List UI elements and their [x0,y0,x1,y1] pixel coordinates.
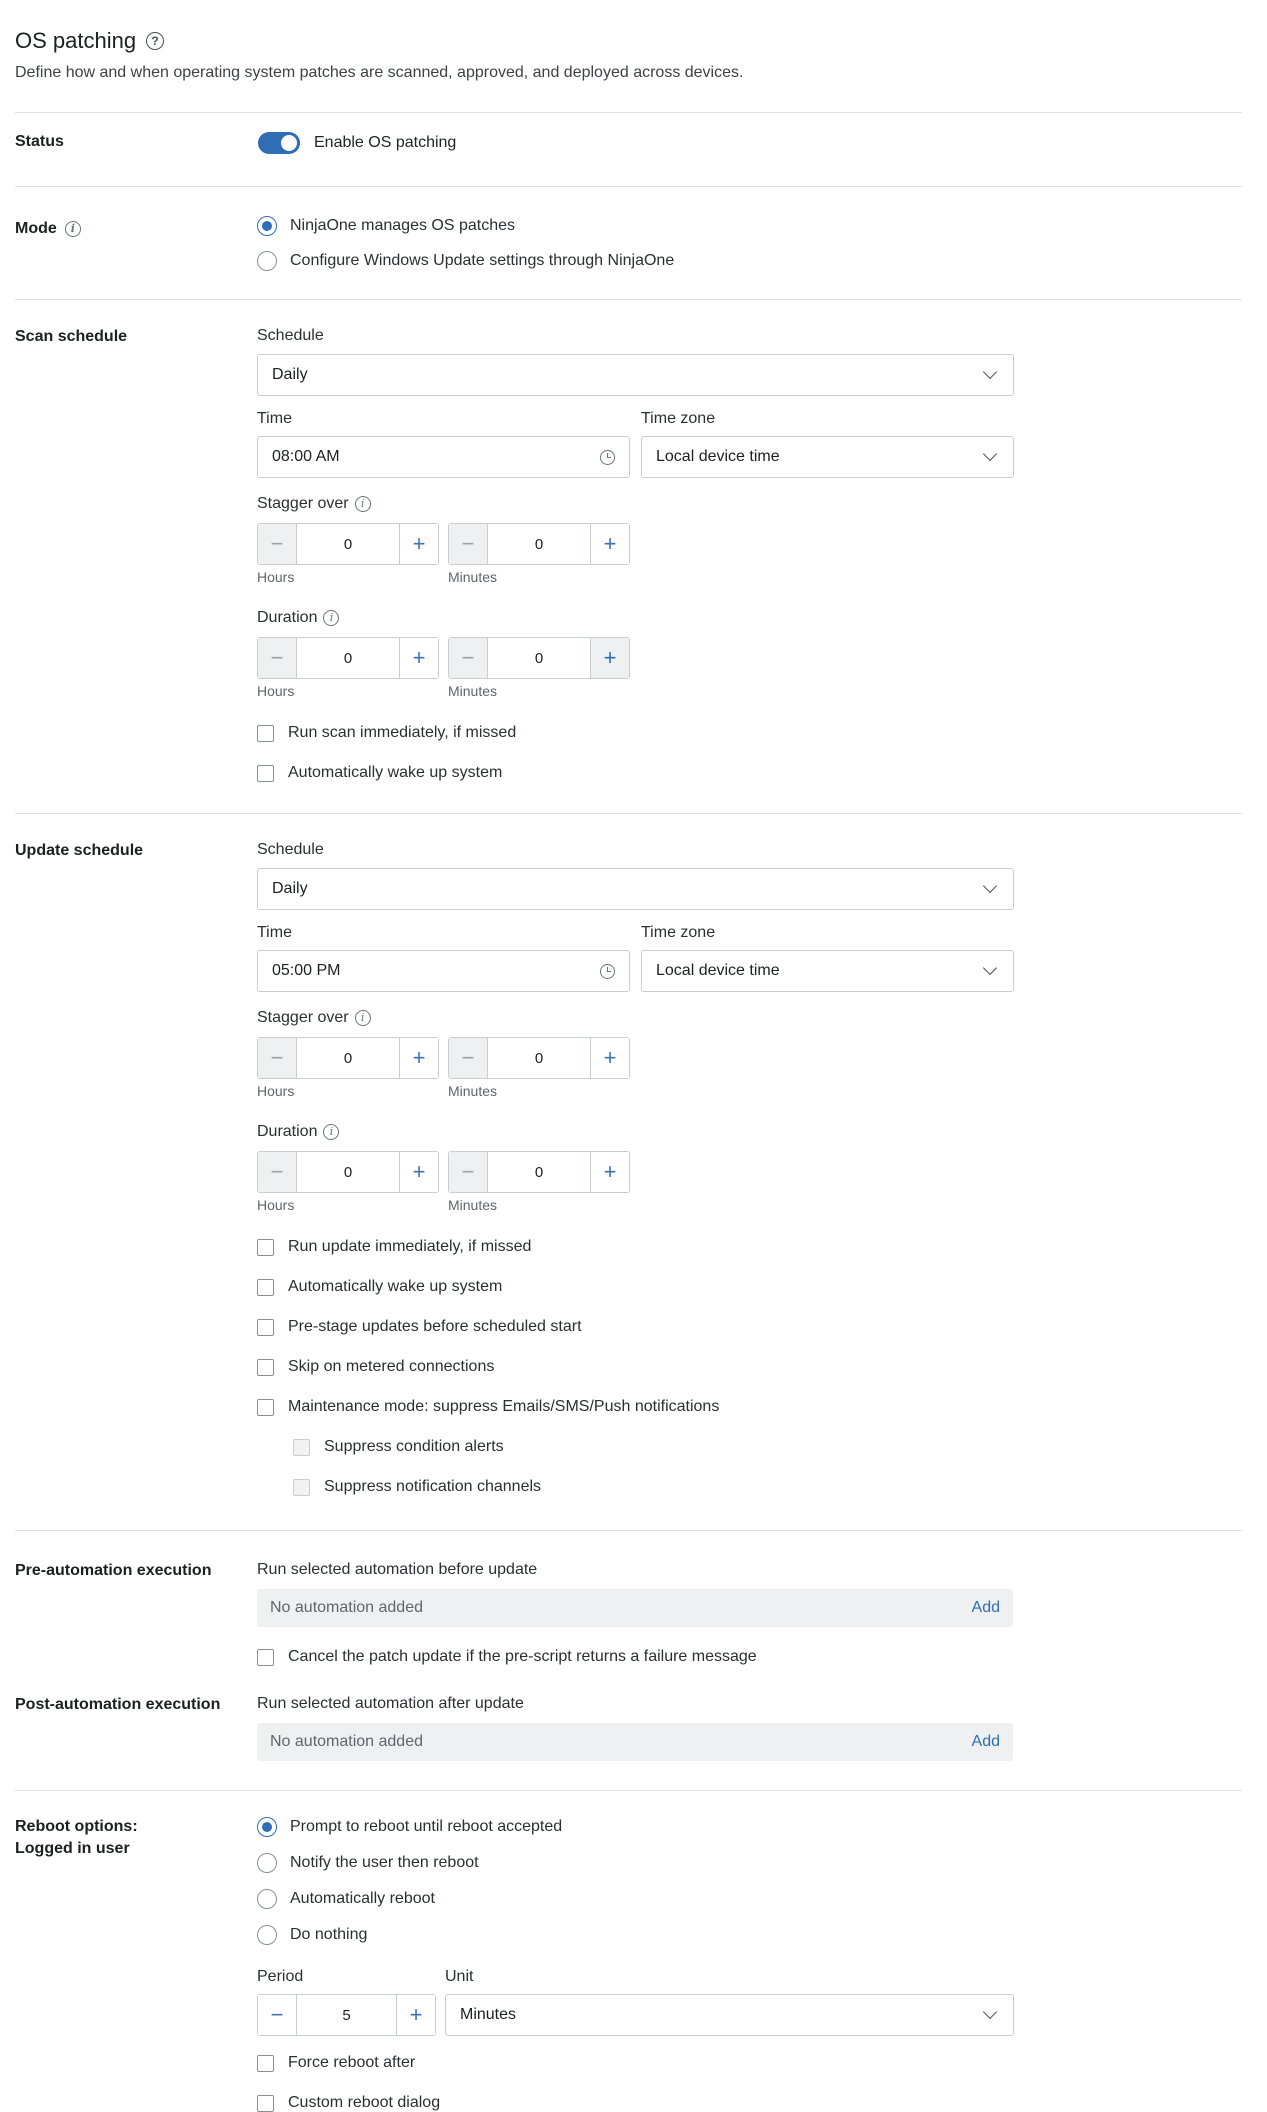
mode-option-label: Configure Windows Update settings through NinjaOne [290,252,675,269]
radio-unselected-icon[interactable] [257,251,277,271]
checkbox-icon[interactable] [257,1399,274,1416]
suppress-condition-alerts-checkbox[interactable] [293,1438,504,1456]
minutes-label: Minutes [448,1083,498,1099]
page-title-row [15,28,164,54]
checkbox-icon[interactable] [257,725,274,742]
hours-label: Hours [257,569,295,585]
update-time-value: 05:00 PM [272,962,341,979]
clock-icon [600,964,615,979]
checkbox-label: Skip on metered connections [288,1358,495,1375]
clock-icon [600,450,615,465]
checkbox-icon[interactable] [257,1239,274,1256]
stepper-value[interactable]: 5 [296,1995,397,2035]
pre-automation-field-label: Run selected automation before update [257,1561,538,1578]
update-maintenance-mode-checkbox[interactable] [257,1398,719,1416]
reboot-option-notify[interactable] [257,1853,479,1873]
chevron-down-icon [983,879,997,893]
mode-info-icon[interactable]: i [65,221,81,237]
stepper-value[interactable]: 0 [296,524,400,564]
minus-icon[interactable]: − [258,1995,296,2035]
duration-info-icon[interactable]: i [323,1124,339,1140]
force-reboot-checkbox[interactable] [257,2054,415,2072]
suppress-notification-channels-checkbox[interactable] [293,1478,541,1496]
stepper-value[interactable]: 0 [296,1152,400,1192]
mode-option-windows-update[interactable] [257,251,674,271]
pre-automation-label: Pre-automation execution [15,1562,212,1579]
stepper-value[interactable]: 0 [487,1152,591,1192]
stagger-info-icon[interactable]: i [355,1010,371,1026]
pre-automation-box [257,1589,1013,1627]
update-wake-system-checkbox[interactable] [257,1278,502,1296]
post-automation-empty-text: No automation added [270,1733,423,1750]
radio-unselected-icon[interactable] [257,1889,277,1909]
divider [15,1790,1242,1791]
plus-icon[interactable]: + [400,1152,438,1192]
checkbox-label: Suppress condition alerts [324,1438,504,1455]
update-duration-minutes-stepper[interactable] [448,1151,630,1193]
checkbox-icon[interactable] [257,2095,274,2112]
update-duration-label-row [257,1123,339,1141]
minus-icon[interactable]: − [258,1152,296,1192]
update-timezone-label: Time zone [641,924,716,941]
update-time-input[interactable] [257,950,630,992]
update-stagger-hours-stepper[interactable] [257,1037,439,1079]
reboot-options-label-line1: Reboot options: [15,1818,138,1835]
checkbox-label: Automatically wake up system [288,1278,503,1295]
page-title: OS patching [15,28,137,53]
stagger-info-icon[interactable]: i [355,496,371,512]
scan-stagger-hours-stepper[interactable] [257,523,439,565]
update-timezone-value: Local device time [656,962,780,979]
mode-label-row [15,218,81,240]
checkbox-label: Run update immediately, if missed [288,1238,532,1255]
minus-icon[interactable]: − [449,524,487,564]
scan-schedule-value: Daily [272,366,308,383]
scan-schedule-field-label: Schedule [257,327,324,344]
reboot-period-label: Period [257,1968,304,1985]
update-skip-metered-checkbox[interactable] [257,1358,494,1376]
chevron-down-icon [983,961,997,975]
scan-stagger-label: Stagger over [257,495,349,512]
scan-run-immediately-checkbox[interactable] [257,724,516,742]
scan-wake-system-checkbox[interactable] [257,764,502,782]
checkbox-icon[interactable] [257,1359,274,1376]
plus-icon[interactable]: + [400,638,438,678]
enable-os-patching-toggle[interactable] [258,132,300,154]
custom-reboot-dialog-checkbox[interactable] [257,2094,440,2112]
status-toggle-row [258,132,456,154]
chevron-down-icon [983,365,997,379]
pre-automation-add-button[interactable]: Add [971,1599,1000,1616]
checkbox-label: Run scan immediately, if missed [288,724,517,741]
mode-option-ninjaone[interactable] [257,216,515,236]
scan-duration-label: Duration [257,609,318,626]
minus-icon[interactable]: − [449,1152,487,1192]
reboot-unit-value: Minutes [460,2006,517,2023]
scan-duration-label-row [257,609,339,627]
scan-duration-minutes-stepper[interactable] [448,637,630,679]
duration-info-icon[interactable]: i [323,610,339,626]
update-duration-hours-stepper[interactable] [257,1151,439,1193]
hours-label: Hours [257,683,295,699]
minutes-label: Minutes [448,1197,498,1213]
update-time-label: Time [257,924,292,941]
radio-unselected-icon[interactable] [257,1853,277,1873]
divider [15,1530,1242,1531]
plus-icon[interactable]: + [400,1038,438,1078]
hours-label: Hours [257,1083,295,1099]
checkbox-label: Automatically wake up system [288,764,503,781]
minus-icon[interactable]: − [258,638,296,678]
checkbox-icon[interactable] [257,1649,274,1666]
update-stagger-label-row [257,1009,371,1027]
update-pre-stage-checkbox[interactable] [257,1318,582,1336]
scan-stagger-minutes-stepper[interactable] [448,523,630,565]
post-automation-label: Post-automation execution [15,1696,221,1713]
update-stagger-label: Stagger over [257,1009,349,1026]
scan-schedule-select[interactable] [257,354,1014,396]
chevron-down-icon [983,2005,997,2019]
reboot-option-prompt[interactable] [257,1817,562,1837]
plus-icon[interactable]: + [397,1995,435,2035]
mode-label: Mode [15,220,57,237]
radio-selected-icon[interactable] [257,1817,277,1837]
divider [15,112,1242,113]
plus-icon[interactable]: + [591,638,629,678]
stepper-value[interactable]: 0 [487,638,591,678]
update-schedule-select[interactable] [257,868,1014,910]
update-stagger-minutes-stepper[interactable] [448,1037,630,1079]
post-automation-box [257,1723,1013,1761]
reboot-options-label [15,1816,138,1860]
stepper-value[interactable]: 0 [296,638,400,678]
scan-time-value: 08:00 AM [272,448,340,465]
stepper-value[interactable]: 0 [487,1038,591,1078]
post-automation-add-button[interactable]: Add [971,1733,1000,1750]
stepper-value[interactable]: 0 [296,1038,400,1078]
checkbox-label: Custom reboot dialog [288,2094,441,2111]
divider [15,299,1242,300]
post-automation-field-label: Run selected automation after update [257,1695,524,1712]
checkbox-label: Pre-stage updates before scheduled start [288,1318,582,1335]
scan-time-input[interactable] [257,436,630,478]
update-schedule-field-label: Schedule [257,841,324,858]
cancel-on-failure-checkbox[interactable] [257,1648,757,1666]
update-schedule-label: Update schedule [15,842,144,859]
plus-icon[interactable]: + [400,524,438,564]
update-run-immediately-checkbox[interactable] [257,1238,531,1256]
reboot-option-label: Notify the user then reboot [290,1854,479,1871]
scan-timezone-label: Time zone [641,410,716,427]
checkbox-icon[interactable] [257,765,274,782]
reboot-unit-select[interactable] [445,1994,1014,2036]
divider [15,813,1242,814]
checkbox-icon[interactable] [257,2055,274,2072]
checkbox-icon[interactable] [257,1279,274,1296]
checkbox-label: Suppress notification channels [324,1478,542,1495]
plus-icon[interactable]: + [591,1038,629,1078]
chevron-down-icon [983,447,997,461]
minutes-label: Minutes [448,683,498,699]
reboot-option-nothing[interactable] [257,1925,367,1945]
divider [15,186,1242,187]
reboot-period-stepper[interactable] [257,1994,436,2036]
minutes-label: Minutes [448,569,498,585]
hours-label: Hours [257,1197,295,1213]
scan-timezone-value: Local device time [656,448,780,465]
help-icon[interactable]: ? [146,32,164,50]
checkbox-icon[interactable] [257,1319,274,1336]
reboot-unit-label: Unit [445,1968,474,1985]
checkbox-label: Maintenance mode: suppress Emails/SMS/Push notifications [288,1398,720,1415]
minus-icon[interactable]: − [258,524,296,564]
pre-automation-empty-text: No automation added [270,1599,423,1616]
minus-icon[interactable]: − [449,1038,487,1078]
scan-stagger-label-row [257,495,371,513]
radio-unselected-icon[interactable] [257,1925,277,1945]
update-timezone-select[interactable] [641,950,1014,992]
enable-os-patching-label: Enable OS patching [314,134,457,151]
minus-icon[interactable]: − [449,638,487,678]
checkbox-disabled-icon[interactable] [293,1479,310,1496]
checkbox-label: Cancel the patch update if the pre-script returns a failure message [288,1648,757,1665]
radio-selected-icon[interactable] [257,216,277,236]
scan-timezone-select[interactable] [641,436,1014,478]
status-label: Status [15,133,64,150]
reboot-option-label: Do nothing [290,1926,368,1943]
update-schedule-value: Daily [272,880,308,897]
reboot-option-auto[interactable] [257,1889,435,1909]
stepper-value[interactable]: 0 [487,524,591,564]
checkbox-label: Force reboot after [288,2054,416,2071]
reboot-option-label: Prompt to reboot until reboot accepted [290,1818,563,1835]
reboot-options-label-line2: Logged in user [15,1840,130,1857]
scan-duration-hours-stepper[interactable] [257,637,439,679]
scan-schedule-label: Scan schedule [15,328,128,345]
mode-option-label: NinjaOne manages OS patches [290,217,516,234]
minus-icon[interactable]: − [258,1038,296,1078]
plus-icon[interactable]: + [591,524,629,564]
plus-icon[interactable]: + [591,1152,629,1192]
checkbox-disabled-icon[interactable] [293,1439,310,1456]
page-subtitle: Define how and when operating system patches are scanned, approved, and deployed across devices. [15,64,744,81]
reboot-option-label: Automatically reboot [290,1890,435,1907]
update-duration-label: Duration [257,1123,318,1140]
scan-time-label: Time [257,410,292,427]
